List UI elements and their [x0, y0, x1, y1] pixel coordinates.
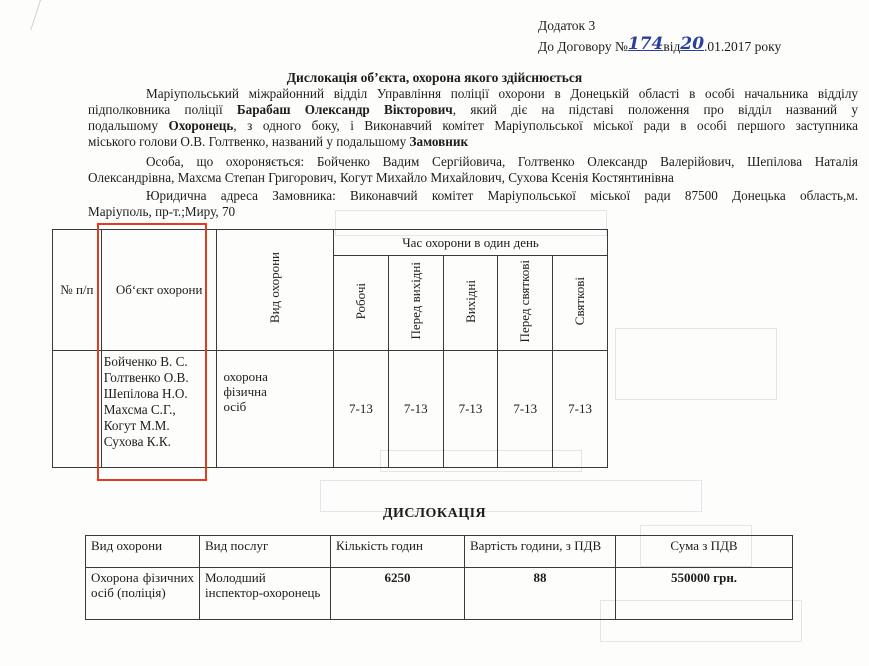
paragraph-1-line-4: міського голови О.В. Голтвенко, названий у подальшому Замовник — [88, 134, 469, 149]
header-time-holiday: Святкові — [553, 256, 608, 351]
annex-label: Додаток 3 — [538, 18, 596, 33]
paragraph-2-line-1: Особа, що охороняється: Бойченко Вадим Сергійовича, Голтвенко Олександр Валерійович, Шепілова Наталія — [146, 154, 858, 169]
paragraph-3-line-1: Юридична адреса Замовника: Виконавчий комітет Маріупольської міської ради 87500 Донецька область,м. — [146, 188, 858, 203]
document-title: Дислокація об’єкта, охорона якого здійснюється — [286, 70, 583, 85]
guarded-person: Шепілова Н.О. — [103, 386, 188, 401]
row-time-workdays: 7-13 — [334, 351, 389, 468]
price-header-sum: Сума з ПДВ — [616, 536, 793, 568]
contract-mid: від — [663, 39, 681, 54]
header-type: Вид охорони — [267, 252, 283, 324]
row-time-weekend: 7-13 — [443, 351, 498, 468]
contract-suffix: .01.2017 року — [704, 39, 782, 54]
price-header-service: Вид послуг — [200, 536, 331, 568]
dislocation-title: ДИСЛОКАЦІЯ — [382, 506, 487, 521]
header-time-pre-holiday: Перед святкові — [498, 256, 553, 351]
header-time-weekend: Вихідні — [443, 256, 498, 351]
contract-reference — [538, 36, 781, 56]
guarded-person: Голтвенко О.В. — [103, 370, 189, 385]
price-row-hours: 6250 — [331, 568, 465, 620]
guarded-person: Сухова К.К. — [103, 434, 171, 449]
row-time-pre-holiday: 7-13 — [498, 351, 553, 468]
guarded-person: Когут М.М. — [103, 418, 170, 433]
price-row-sum: 550000 грн. — [616, 568, 793, 620]
paragraph-3-line-2: Маріуполь, пр-т.;Миру, 70 — [88, 204, 236, 219]
row-time-pre-weekend: 7-13 — [388, 351, 443, 468]
paragraph-1-line-2: підполковника поліції Барабаш Олександр Вікторович, який діє на підставі положення про відділ названий у — [88, 102, 858, 117]
header-time-group: Час охорони в один день — [334, 230, 608, 256]
price-row-service: Молодший інспектор-охоронець — [200, 568, 331, 620]
paragraph-2-line-2: Олександрівна, Махсма Степан Григорович, Когут Михайло Михайлович, Сухова Ксенія Костянтинівна — [88, 170, 674, 185]
header-time-workdays: Робочі — [334, 256, 389, 351]
price-table — [85, 535, 793, 620]
price-header-type: Вид охорони — [86, 536, 200, 568]
row-time-holiday: 7-13 — [553, 351, 608, 468]
header-type-cell — [217, 230, 334, 351]
contract-prefix: До Договору № — [538, 39, 628, 54]
row-type-cell: охорона фізична осіб — [217, 351, 334, 468]
header-object: Об‘єкт охорони — [101, 230, 217, 351]
paragraph-1-line-3: подальшому Охоронець, з одного боку, і Виконавчий комітет Маріупольської міської ради в особі першого заступника — [88, 118, 858, 133]
price-header-rate: Вартість години, з ПДВ — [465, 536, 616, 568]
header-no: № п/п — [53, 230, 102, 351]
guarded-person: Махсма С.Г., — [103, 402, 176, 417]
contract-day-handwritten: 20 — [680, 34, 705, 54]
guarded-person: Бойченко В. С. — [103, 354, 188, 369]
price-header-hours: Кількість годин — [331, 536, 465, 568]
price-row-type: Охорона фізичних осіб (поліція) — [86, 568, 200, 620]
contract-number-handwritten: 174 — [627, 34, 664, 54]
price-row-rate: 88 — [465, 568, 616, 620]
highlight-box — [97, 223, 207, 481]
row-no — [53, 351, 102, 468]
paragraph-1-line-1: Маріупольський міжрайонний відділ Управління поліції охорони в Донецькій області в особі начальника відділу — [146, 86, 858, 101]
header-time-pre-weekend: Перед вихідні — [388, 256, 443, 351]
bleed-through-box — [615, 328, 777, 400]
page-crease — [0, 0, 41, 30]
